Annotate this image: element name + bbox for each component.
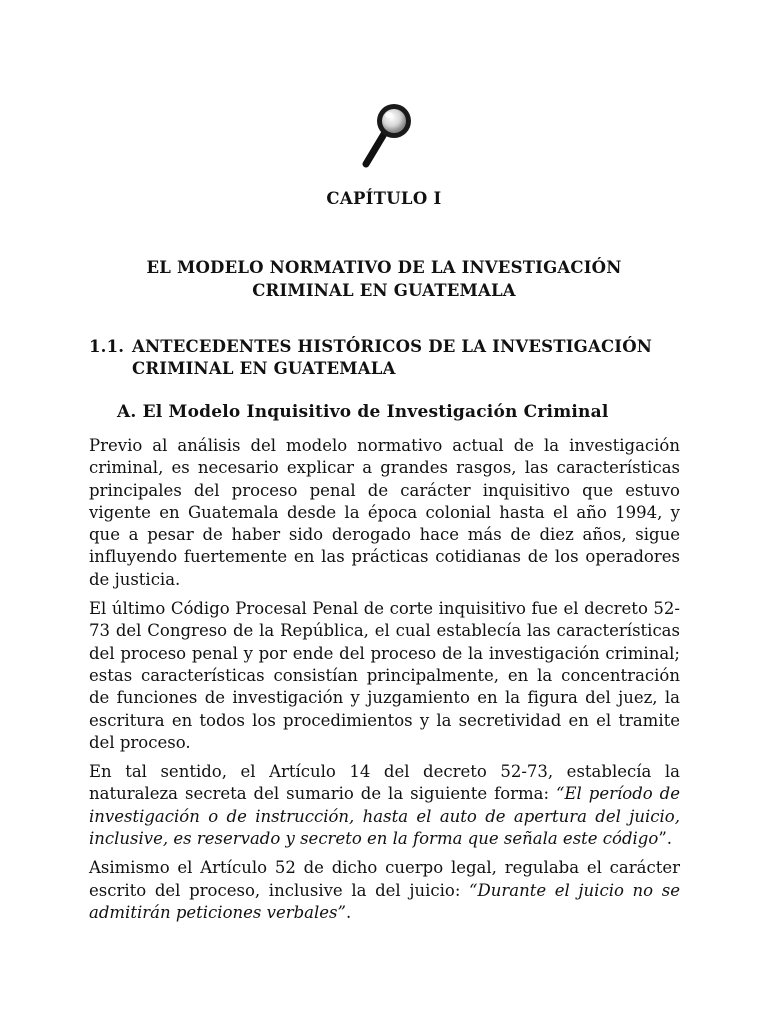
paragraph-4-quote: “Durante el juicio no se admitirán peticiones verbales” — [89, 880, 681, 922]
paragraph-1: Previo al análisis del modelo normativo actual de la investigación criminal, es necesario explicar a grandes rasgos, las características principales del proceso penal de carácter inquisitivo que estuvo vigente en Guatemala desde la época colonial hasta el año 1994, y que a pesar de haber sido derogado hace más de diez años, sigue influyendo fuertemente en las prácticas cotidianas de los operadores de justicia. — [89, 436, 680, 589]
section-number: 1.1. — [89, 337, 125, 356]
body-text — [89, 435, 680, 931]
paragraph-3-end: ”. — [658, 829, 672, 849]
paragraph-3-text: En tal sentido, el Artículo 14 del decreto 52-73, establecía la naturaleza secreta del sumario de la siguiente forma: — [89, 762, 680, 804]
section-heading — [89, 336, 689, 380]
section-title-line-2: CRIMINAL EN GUATEMALA — [132, 359, 396, 378]
paragraph-2: El último Código Procesal Penal de corte inquisitivo fue el decreto 52-73 del Congreso de la República, el cual establecía las características del proceso penal y por ende del proceso de la investigación criminal; estas características consistían principalmente, en la concentración de funciones de investigación y juzgamiento en la figura del juez, la escritura en todos los procedimientos y la secretividad en el tramite del proceso. — [89, 599, 680, 752]
chapter-title — [100, 256, 668, 302]
paragraph-4 — [89, 857, 680, 924]
paragraph-4-end: . — [345, 902, 352, 922]
magnifying-glass-icon — [358, 100, 418, 170]
subsection-heading: A. El Modelo Inquisitivo de Investigación Criminal — [117, 402, 609, 422]
paragraph-3 — [89, 761, 680, 850]
paragraph-3-quote: “El período de investigación o de instrucción, hasta el auto de apertura del juicio, inclusive, es reservado y secreto en la forma que señala este código — [89, 784, 680, 849]
paragraph-4-text: Asimismo el Artículo 52 de dicho cuerpo legal, regulaba el carácter escrito del proceso, inclusive la del juicio: — [89, 858, 680, 900]
chapter-label: CAPÍTULO I — [326, 189, 442, 208]
chapter-title-line-1: EL MODELO NORMATIVO DE LA INVESTIGACIÓN — [146, 258, 622, 277]
chapter-title-line-2: CRIMINAL EN GUATEMALA — [252, 281, 516, 300]
section-title-line-1: ANTECEDENTES HISTÓRICOS DE LA INVESTIGACIÓN — [132, 337, 653, 356]
